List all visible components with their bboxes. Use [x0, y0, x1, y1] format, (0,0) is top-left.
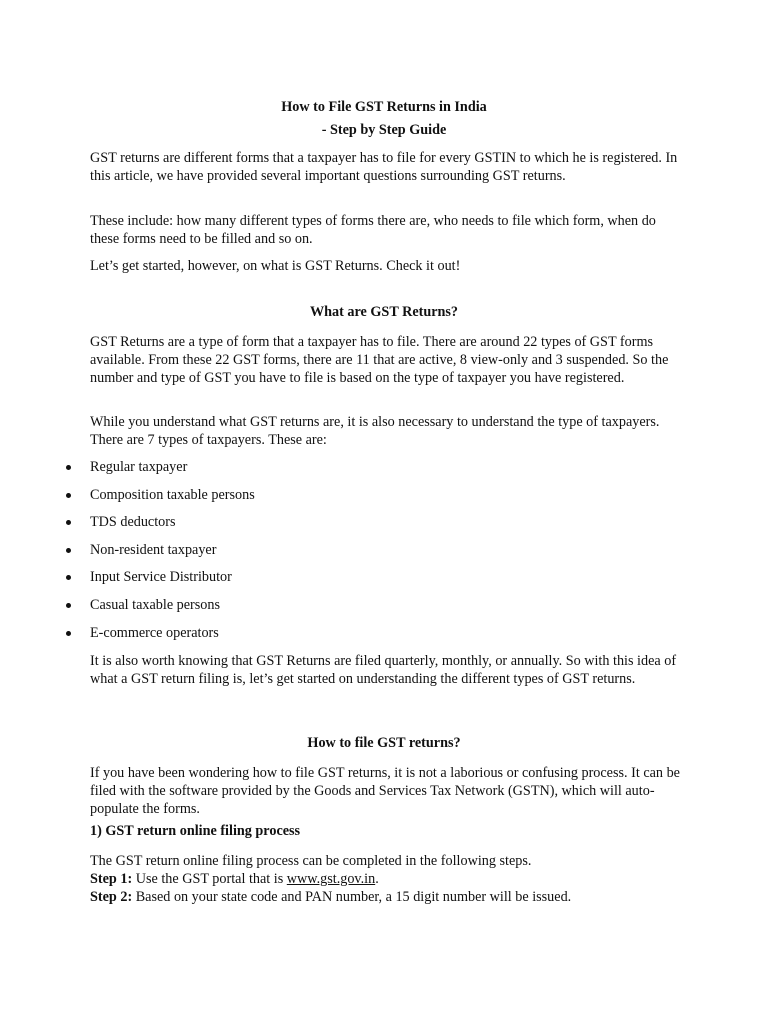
bullet-icon [66, 465, 71, 470]
bullet-icon [66, 493, 71, 498]
intro-paragraph-1: GST returns are different forms that a taxpayer has to file for every GSTIN to which he is registered. In this article, we have provided several important questions surrounding GST returns. [90, 150, 678, 184]
section-heading-what-are-gst-returns: What are GST Returns? [309, 304, 459, 320]
list-item-text: TDS deductors [90, 514, 176, 531]
steps-intro: The GST return online filing process can be completed in the following steps. [90, 853, 532, 869]
list-item-text: Non-resident taxpayer [90, 541, 217, 558]
list-item [0, 568, 768, 596]
section-heading-how-to-file: How to file GST returns? [307, 735, 461, 751]
document-title-line2: - Step by Step Guide [321, 122, 447, 138]
section1-paragraph-3: It is also worth knowing that GST Returns are filed quarterly, monthly, or annually. So with this idea of what a GST return filing is, let’s get started on understanding the different types of GST returns. [90, 653, 677, 687]
step-1-end: . [375, 871, 379, 887]
intro-paragraph-3: Let’s get started, however, on what is GST Returns. Check it out! [90, 258, 461, 274]
list-item-text: Regular taxpayer [90, 459, 188, 475]
step-2 [90, 888, 680, 906]
bullet-icon [66, 575, 71, 580]
list-item-text: Casual taxable persons [90, 596, 221, 613]
list-item [0, 486, 768, 514]
list-item-text: Composition taxable persons [90, 486, 255, 503]
step-1-text: Use the GST portal that is [132, 871, 287, 887]
bullet-icon [66, 548, 71, 553]
section1-paragraph-1: GST Returns are a type of form that a taxpayer has to file. There are around 22 types of GST forms available. From these 22 GST forms, there are 11 that are active, 8 view-only and 3 suspended. So the number and type of GST you have to file is based on the type of taxpayer you have registered. [90, 334, 669, 386]
section1-paragraph-2: While you understand what GST returns are, it is also necessary to understand the type of taxpayers. There are 7 types of taxpayers. These are: [90, 414, 660, 448]
bullet-icon [66, 631, 71, 636]
step-1-label: Step 1: [90, 871, 133, 887]
gst-portal-link[interactable]: www.gst.gov.in [286, 871, 376, 887]
step-2-label: Step 2: [90, 889, 133, 905]
list-item [0, 541, 768, 569]
list-item [0, 624, 768, 652]
intro-paragraph-2: These include: how many different types of forms there are, who needs to file which form, when do these forms need to be filled and so on. [90, 213, 656, 247]
document-title-line1: How to File GST Returns in India [281, 99, 487, 115]
list-item [0, 513, 768, 541]
taxpayer-types-list [0, 458, 768, 651]
list-item-text: E-commerce operators [90, 624, 219, 641]
list-item-text: Input Service Distributor [90, 569, 232, 586]
bullet-icon [66, 603, 71, 608]
section2-paragraph-1: If you have been wondering how to file GST returns, it is not a laborious or confusing process. It can be filed with the software provided by the Goods and Services Tax Network (GSTN), which will auto-populate the forms. [90, 765, 680, 817]
step-1 [90, 870, 680, 888]
bullet-icon [66, 520, 71, 525]
subsection-heading-online-filing: 1) GST return online filing process [90, 823, 301, 839]
step-2-text: Based on your state code and PAN number, a 15 digit number will be issued. [132, 889, 572, 905]
list-item [0, 596, 768, 624]
list-item [0, 458, 768, 486]
